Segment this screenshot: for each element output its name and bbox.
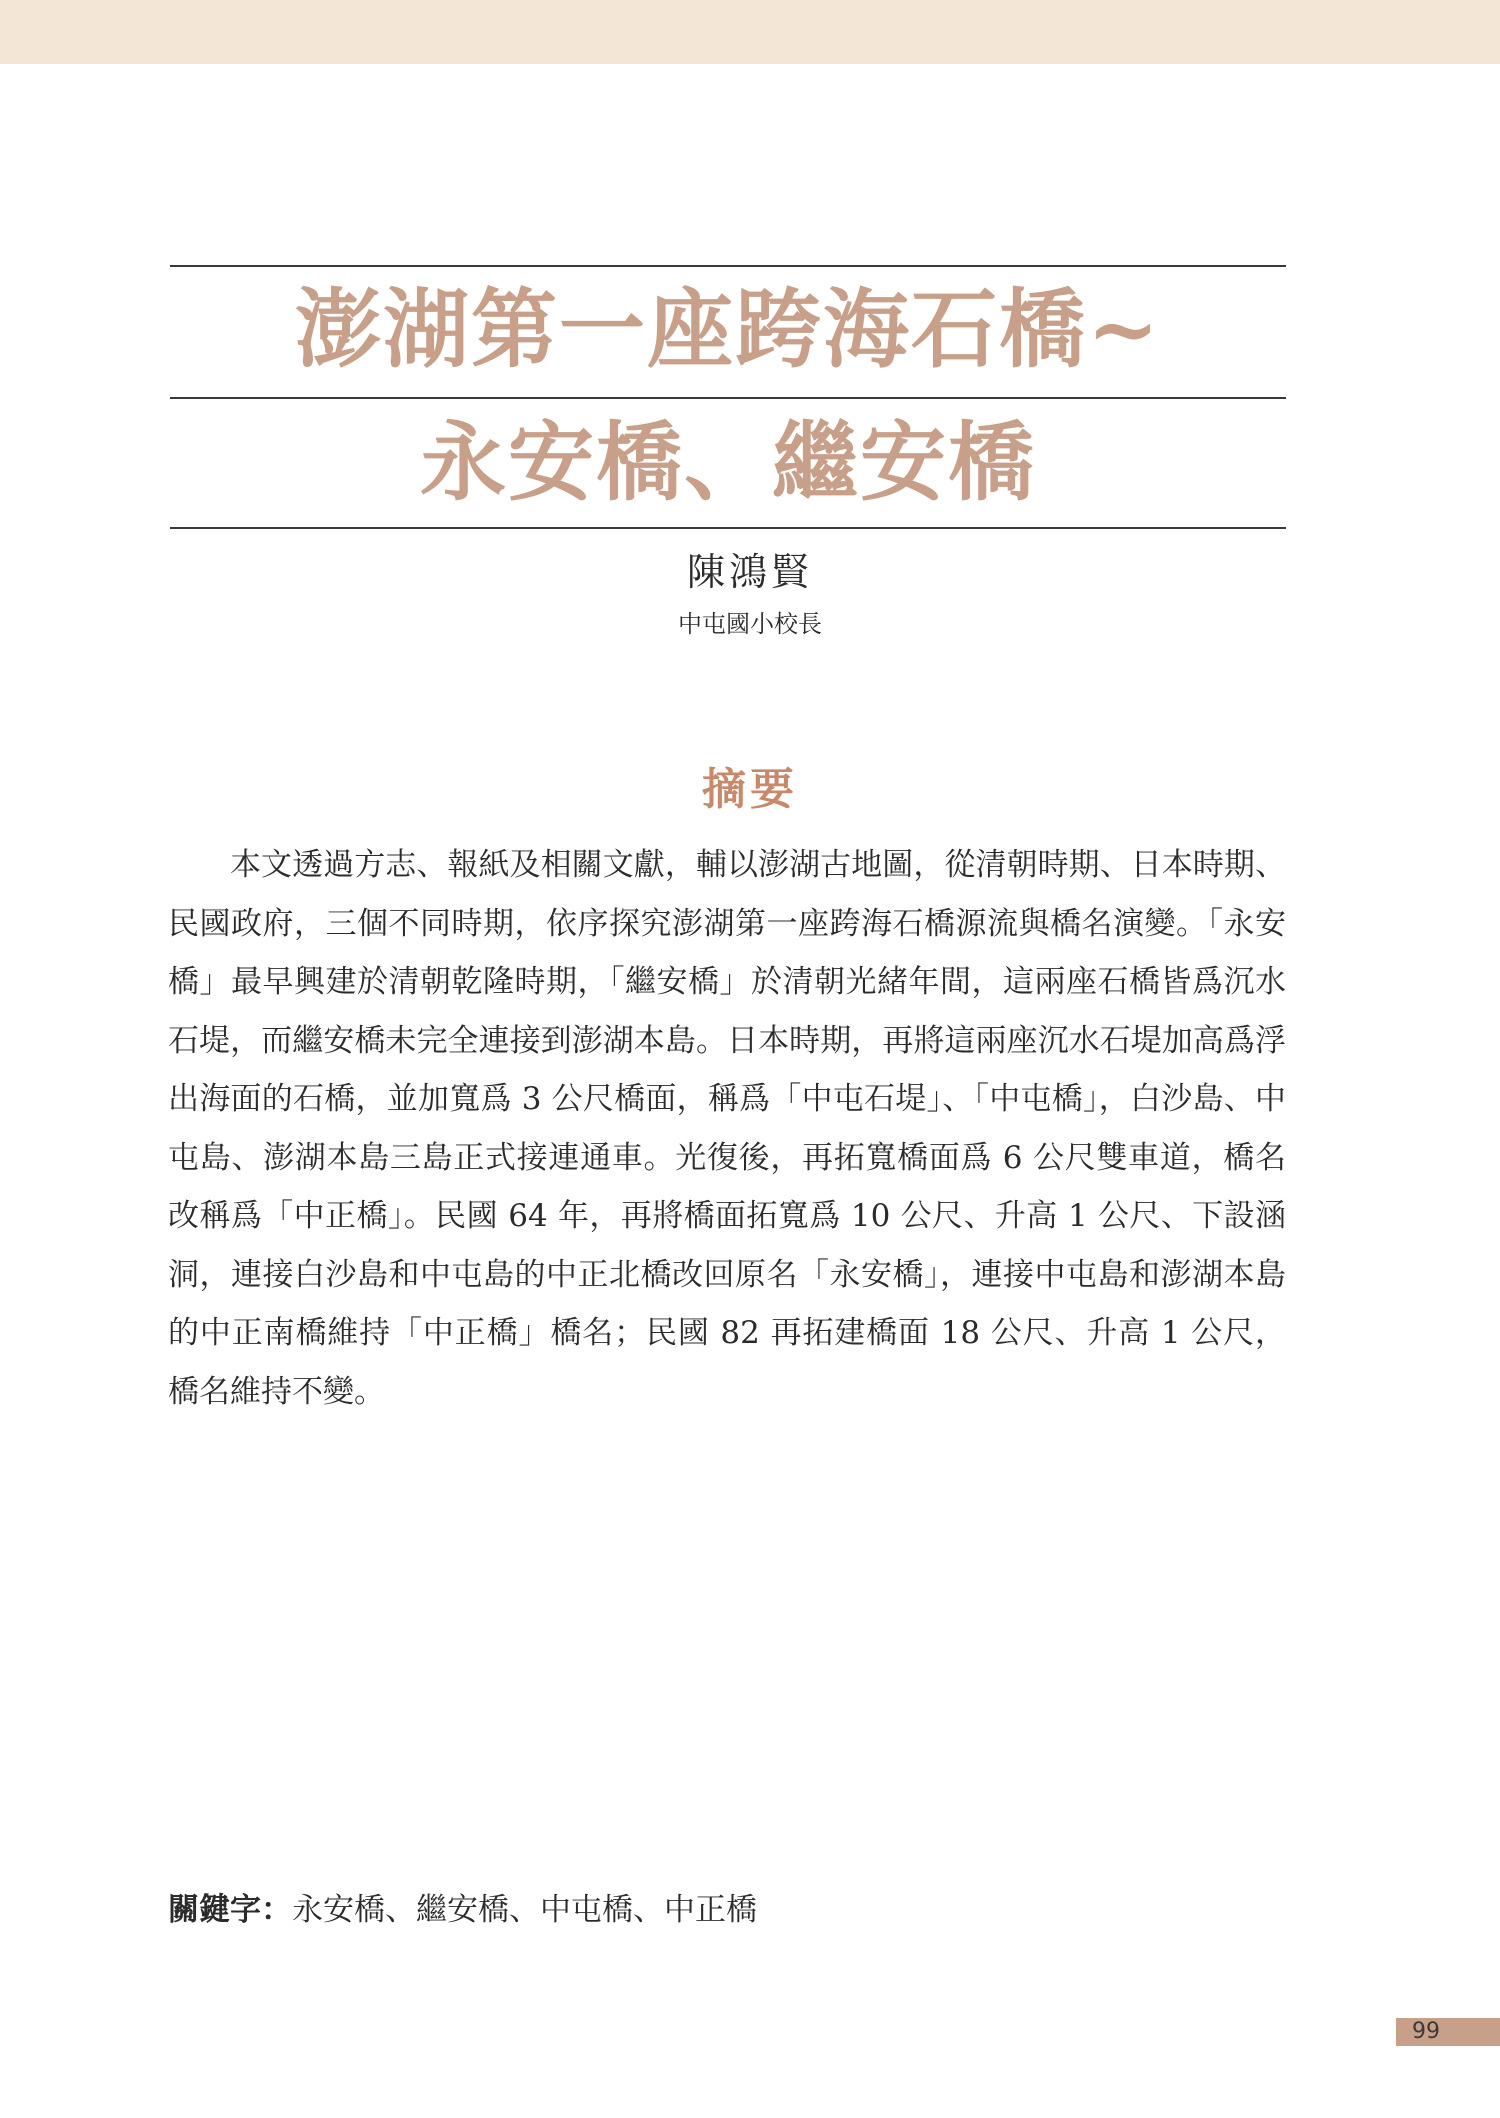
top-color-band [0,0,1500,64]
title-rule-middle [170,397,1286,399]
author-name: 陳鴻賢 [686,550,813,594]
keywords [168,1886,1286,1934]
title-rule-bottom [170,527,1286,529]
keywords-label: 關鍵字： [168,1892,292,1928]
author-affiliation: 中屯國小校長 [678,610,822,638]
title-line-1: 澎湖第一座跨海石橋~ [294,279,1162,380]
abstract-body: 本文透過方志、報紙及相關文獻，輔以澎湖古地圖，從清朝時期、日本時期、民國政府，三個不同時期，依序探究澎湖第一座跨海石橋源流與橋名演變。「永安橋」最早興建於清朝乾隆時期，「繼安橋」於清朝光緒年間，這兩座石橋皆爲沉水石堤，而繼安橋未完全連接到澎湖本島。日本時期，再將這兩座沉水石堤加高爲浮出海面的石橋，並加寬爲 3 公尺橋面，稱爲「中屯石堤」、「中屯橋」，白沙島、中屯島、澎湖本島三島正式接連通車。光復後，再拓寬橋面爲 6 公尺雙車道，橋名改稱爲「中正橋」。民國 64 年，再將橋面拓寬爲 10 公尺、升高 1 公尺、下設涵洞，連接白沙島和中屯島的中正北橋改回原名「永安橋」，連接中屯島和澎湖本島的中正南橋維持「中正橋」橋名；民國 82 再拓建橋面 18 公尺、升高 1 公尺，橋名維持不變。 [168,847,1286,1410]
title-line-2: 永安橋、繼安橋 [420,412,1036,513]
title-rule-top [170,265,1286,267]
keywords-text: 永安橋、繼安橋、中屯橋、中正橋 [292,1892,757,1928]
page-number: 99 [1396,2018,1500,2046]
abstract-heading: 摘要 [702,764,798,815]
